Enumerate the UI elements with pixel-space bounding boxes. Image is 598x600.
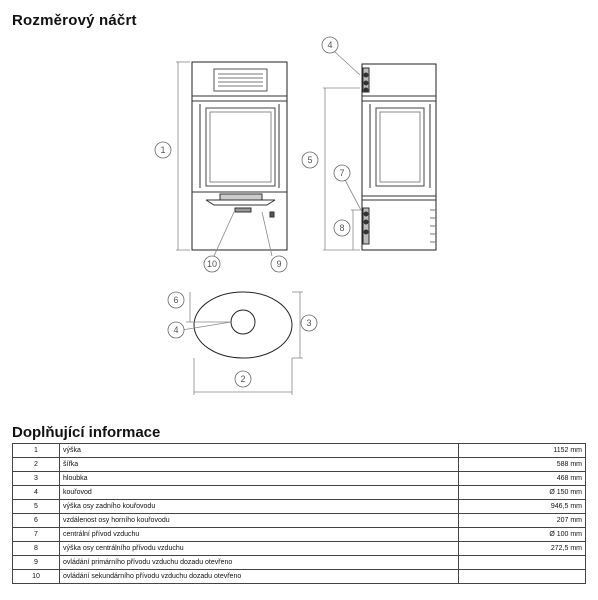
- table-row: [13, 444, 586, 458]
- info-title: Doplňující informace: [12, 424, 161, 441]
- row-label: ovládání sekundárního přívodu vzduchu dozadu otevřeno: [60, 570, 459, 584]
- row-label: vzdálenost osy horního kouřovodu: [60, 514, 459, 528]
- row-value: [459, 570, 586, 584]
- callout-10: 10: [206, 259, 218, 269]
- table-row: [13, 556, 586, 570]
- table-row: [13, 472, 586, 486]
- row-label: kouřovod: [60, 486, 459, 500]
- callout-4-side: 4: [327, 40, 333, 50]
- callout-6: 6: [173, 295, 179, 305]
- row-value: 1152 mm: [459, 444, 586, 458]
- row-label: ovládání primárního přívodu vzduchu dozadu otevřeno: [60, 556, 459, 570]
- table-row: [13, 458, 586, 472]
- row-value: Ø 100 mm: [459, 528, 586, 542]
- row-number: 9: [13, 556, 60, 570]
- row-number: 1: [13, 444, 60, 458]
- table-row: [13, 570, 586, 584]
- row-value: Ø 150 mm: [459, 486, 586, 500]
- row-number: 6: [13, 514, 60, 528]
- row-label: výška: [60, 444, 459, 458]
- row-label: hloubka: [60, 472, 459, 486]
- table-row: [13, 500, 586, 514]
- row-number: 10: [13, 570, 60, 584]
- sketch-title: Rozměrový náčrt: [12, 12, 137, 29]
- row-value: [459, 556, 586, 570]
- row-number: 4: [13, 486, 60, 500]
- callout-5: 5: [307, 155, 313, 165]
- table-row: [13, 542, 586, 556]
- row-value: 588 mm: [459, 458, 586, 472]
- callout-3: 3: [306, 318, 312, 328]
- table-row: [13, 528, 586, 542]
- callout-1: 1: [160, 145, 166, 155]
- callout-8: 8: [339, 223, 345, 233]
- stove-top-view: [194, 292, 292, 358]
- callout-7: 7: [339, 168, 345, 178]
- row-label: šířka: [60, 458, 459, 472]
- row-number: 7: [13, 528, 60, 542]
- row-label: výška osy zadního kouřovodu: [60, 500, 459, 514]
- row-value: 468 mm: [459, 472, 586, 486]
- info-table: [12, 443, 586, 584]
- row-value: 272,5 mm: [459, 542, 586, 556]
- row-number: 3: [13, 472, 60, 486]
- row-number: 8: [13, 542, 60, 556]
- callout-4-top: 4: [173, 325, 179, 335]
- stove-front-view: [192, 62, 287, 250]
- row-label: výška osy centrálního přívodu vzduchu: [60, 542, 459, 556]
- table-row: [13, 486, 586, 500]
- row-number: 5: [13, 500, 60, 514]
- row-value: 946,5 mm: [459, 500, 586, 514]
- table-row: [13, 514, 586, 528]
- callout-2: 2: [240, 374, 246, 384]
- row-value: 207 mm: [459, 514, 586, 528]
- row-number: 2: [13, 458, 60, 472]
- row-label: centrální přívod vzduchu: [60, 528, 459, 542]
- stove-side-view: [362, 64, 436, 250]
- callout-9: 9: [276, 259, 282, 269]
